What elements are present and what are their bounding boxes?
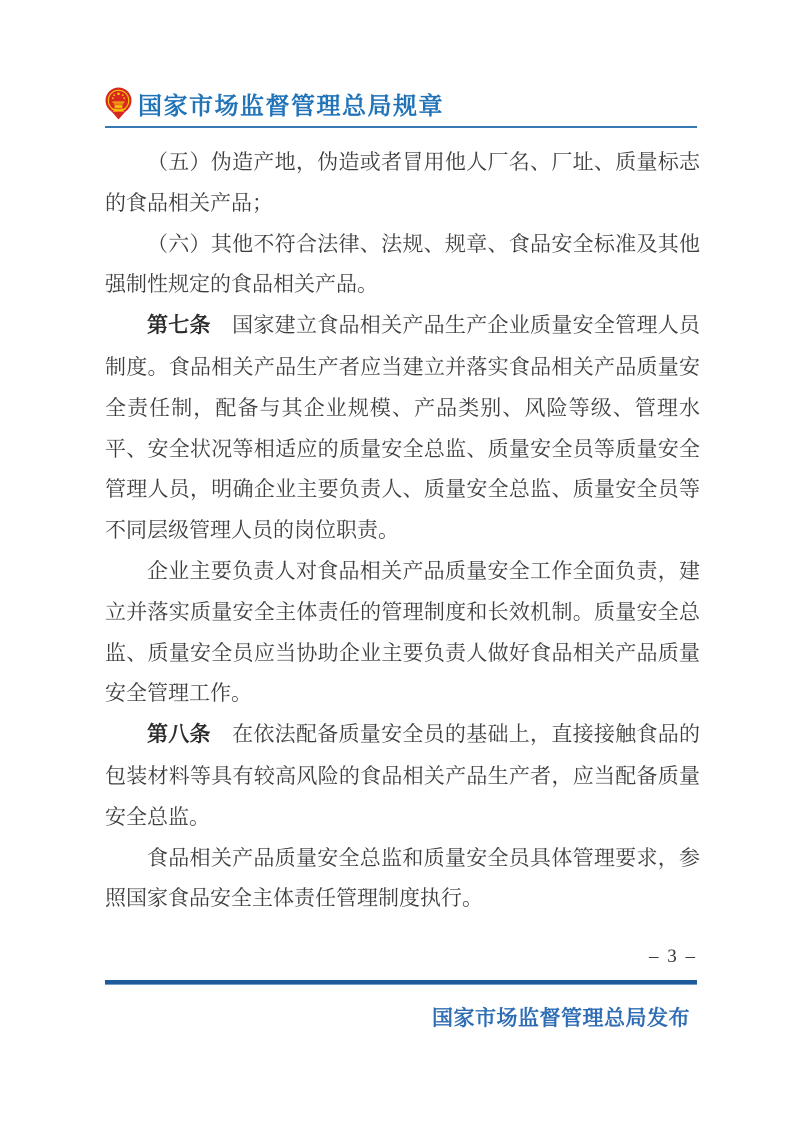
article-lead: 第八条 [147, 723, 211, 747]
paragraph-article-8-cont [105, 838, 700, 920]
paragraph-text: （五）伪造产地，伪造或者冒用他人厂名、厂址、质量标志的食品相关产品； [105, 150, 700, 215]
page-number: – 3 – [649, 946, 697, 967]
paragraph-text: 国家建立食品相关产品生产企业质量安全管理人员制度。食品相关产品生产者应当建立并落实食品相关产品质量安全责任制，配备与其企业规模、产品类别、风险等级、管理水平、安全状况等相适应的质量安全总监、质量安全员等质量安全管理人员，明确企业主要负责人、质量安全总监、质量安全员等不同层级管理人员的岗位职责。 [105, 313, 701, 543]
paragraph-article-7 [105, 305, 700, 551]
paragraph-text: 在依法配备质量安全员的基础上，直接接触食品的包装材料等具有较高风险的食品相关产品生产者，应当配备质量安全总监。 [105, 722, 701, 829]
document-body [105, 142, 700, 919]
paragraph-item-5 [105, 142, 700, 224]
national-emblem-icon [105, 87, 132, 120]
paragraph-item-6 [105, 224, 700, 306]
footer-rule [105, 980, 697, 985]
footer-publisher: 国家市场监督管理总局发布 [432, 1007, 690, 1030]
paragraph-text: 企业主要负责人对食品相关产品质量安全工作全面负责，建立并落实质量安全主体责任的管理制度和长效机制。质量安全总监、质量安全员应当协助企业主要负责人做好食品相关产品质量安全管理工作。 [105, 558, 700, 706]
paragraph-text: （六）其他不符合法律、法规、规章、食品安全标准及其他强制性规定的食品相关产品。 [105, 231, 700, 297]
paragraph-article-8 [105, 714, 700, 837]
header-title: 国家市场监督管理总局规章 [138, 93, 444, 120]
article-lead: 第七条 [147, 314, 211, 338]
header-rule [105, 126, 697, 128]
paragraph-article-7-cont [105, 551, 700, 714]
document-header [105, 86, 444, 121]
paragraph-text: 食品相关产品质量安全总监和质量安全员具体管理要求，参照国家食品安全主体责任管理制度执行。 [105, 845, 700, 911]
